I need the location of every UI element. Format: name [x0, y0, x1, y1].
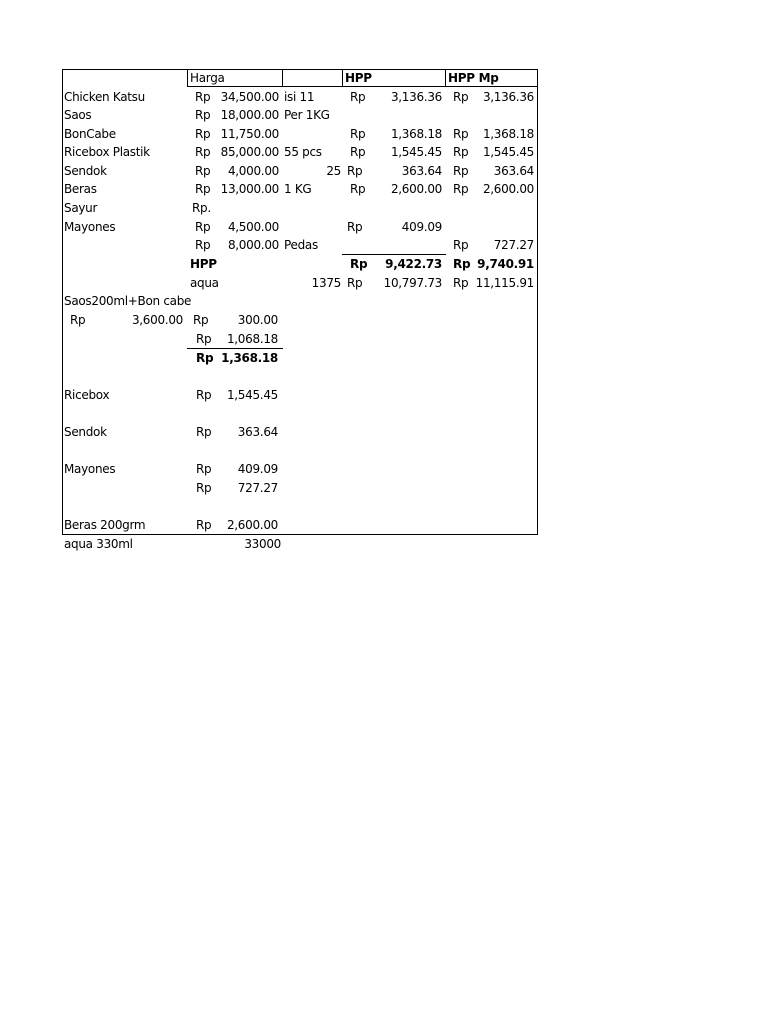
- aqua-mp: 11,115.91: [475, 276, 534, 290]
- summary-rp: Rp: [196, 425, 212, 439]
- item-note: Pedas: [284, 238, 318, 252]
- aqua-hpp: 10,797.73: [383, 276, 442, 290]
- item-name: Sendok: [64, 164, 107, 178]
- saos-calc-value: 1,068.18: [226, 332, 278, 346]
- item-note: 1 KG: [284, 182, 312, 196]
- aqua-hpp-rp: Rp: [347, 276, 363, 290]
- header-hpp: HPP: [345, 71, 372, 85]
- aqua-mp-rp: Rp: [453, 276, 469, 290]
- item-mp: 1,368.18: [482, 127, 534, 141]
- item-hpp: 409.09: [401, 220, 442, 234]
- item-rp: Rp: [195, 220, 211, 234]
- item-mp-rp: Rp: [453, 127, 469, 141]
- item-mp-rp: Rp: [453, 145, 469, 159]
- aqua-note-label: aqua 330ml: [64, 537, 133, 551]
- saos-calc-rp: Rp: [196, 351, 214, 365]
- item-hpp: 2,600.00: [390, 182, 442, 196]
- item-rp: Rp: [195, 127, 211, 141]
- item-mp: 727.27: [493, 238, 534, 252]
- summary-name: Sendok: [64, 425, 107, 439]
- saos-calc-value: 300.00: [237, 313, 278, 327]
- saos-calc-rp: Rp: [196, 332, 212, 346]
- item-name: BonCabe: [64, 127, 116, 141]
- saos-calc-amount: 3,600.00: [131, 313, 183, 327]
- item-qty: 25: [326, 164, 341, 178]
- summary-value: 363.64: [237, 425, 278, 439]
- summary-name: Beras 200grm: [64, 518, 146, 532]
- item-rp: Rp: [195, 108, 211, 122]
- item-mp: 1,545.45: [482, 145, 534, 159]
- item-hpp: 1,545.45: [390, 145, 442, 159]
- item-rp: Rp: [195, 238, 211, 252]
- item-hpp: 3,136.36: [390, 90, 442, 104]
- summary-rp: Rp: [196, 462, 212, 476]
- item-price: 4,500.00: [227, 220, 279, 234]
- item-mp-rp: Rp: [453, 90, 469, 104]
- item-hpp: 1,368.18: [390, 127, 442, 141]
- summary-rp: Rp: [196, 481, 212, 495]
- item-mp: 2,600.00: [482, 182, 534, 196]
- item-hpp-rp: Rp: [350, 127, 366, 141]
- aqua-qty: 1375: [311, 276, 341, 290]
- item-name: Saos: [64, 108, 92, 122]
- total-hpp-rp: Rp: [350, 257, 368, 271]
- item-name: Beras: [64, 182, 97, 196]
- item-mp-rp: Rp: [453, 182, 469, 196]
- item-note: isi 11: [284, 90, 315, 104]
- item-rp: Rp: [195, 164, 211, 178]
- item-name: Sayur: [64, 201, 98, 215]
- item-hpp-rp: Rp: [347, 220, 363, 234]
- aqua-label: aqua: [190, 276, 219, 290]
- item-name: Chicken Katsu: [64, 90, 145, 104]
- header-hpp-mp: HPP Mp: [448, 71, 499, 85]
- saos-calc-title: Saos200ml+Bon cabe: [64, 294, 192, 308]
- item-hpp-rp: Rp: [350, 145, 366, 159]
- item-note: Per 1KG: [284, 108, 330, 122]
- summary-rp: Rp: [196, 388, 212, 402]
- item-note: 55 pcs: [284, 145, 322, 159]
- item-price: 11,750.00: [220, 127, 279, 141]
- total-mp-rp: Rp: [453, 257, 471, 271]
- aqua-note-value: 33000: [244, 537, 281, 551]
- total-hpp: 9,422.73: [385, 257, 442, 271]
- saos-calc-rp2: Rp: [193, 313, 209, 327]
- summary-value: 1,545.45: [226, 388, 278, 402]
- item-mp-rp: Rp: [453, 164, 469, 178]
- item-price: 13,000.00: [220, 182, 279, 196]
- item-rp: Rp: [195, 145, 211, 159]
- saos-calc-rp: Rp: [70, 313, 86, 327]
- item-name: Mayones: [64, 220, 116, 234]
- summary-value: 2,600.00: [226, 518, 278, 532]
- item-mp: 3,136.36: [482, 90, 534, 104]
- item-hpp-rp: Rp: [350, 90, 366, 104]
- item-hpp-rp: Rp: [350, 182, 366, 196]
- item-price: 18,000.00: [220, 108, 279, 122]
- item-hpp: 363.64: [401, 164, 442, 178]
- item-mp: 363.64: [493, 164, 534, 178]
- item-price: 34,500.00: [220, 90, 279, 104]
- header-harga: Harga: [190, 71, 225, 85]
- total-label: HPP: [190, 257, 217, 271]
- item-mp-rp: Rp: [453, 238, 469, 252]
- header-blank-cell: [282, 69, 343, 87]
- summary-name: Ricebox: [64, 388, 110, 402]
- item-hpp-rp: Rp: [347, 164, 363, 178]
- item-price: 85,000.00: [220, 145, 279, 159]
- item-rp: Rp.: [192, 201, 211, 215]
- item-price: 4,000.00: [227, 164, 279, 178]
- summary-value: 727.27: [237, 481, 278, 495]
- item-rp: Rp: [195, 90, 211, 104]
- item-rp: Rp: [195, 182, 211, 196]
- summary-name: Mayones: [64, 462, 116, 476]
- saos-calc-total: 1,368.18: [221, 351, 278, 365]
- summary-rp: Rp: [196, 518, 212, 532]
- item-name: Ricebox Plastik: [64, 145, 150, 159]
- total-mp: 9,740.91: [477, 257, 534, 271]
- item-price: 8,000.00: [227, 238, 279, 252]
- summary-value: 409.09: [237, 462, 278, 476]
